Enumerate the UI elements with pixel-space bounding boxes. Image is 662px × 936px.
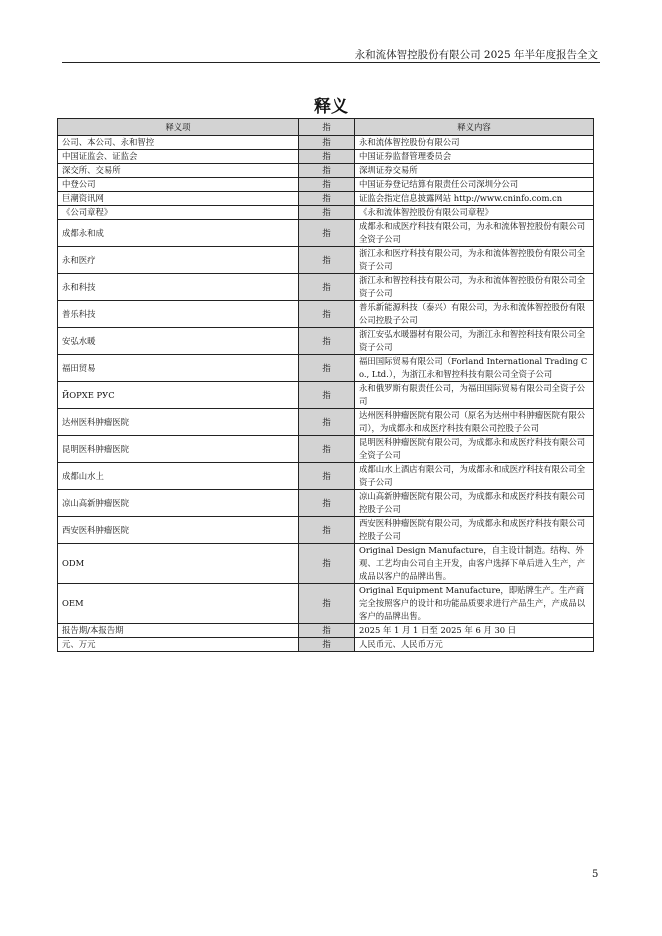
term-cell: 公司、本公司、永和智控 xyxy=(58,136,299,150)
table-row xyxy=(58,247,594,274)
ref-cell: 指 xyxy=(299,624,355,638)
column-header-term: 释义项 xyxy=(58,119,299,136)
term-cell: ODM xyxy=(58,544,299,584)
table-row xyxy=(58,624,594,638)
ref-cell: 指 xyxy=(299,544,355,584)
definition-cell: 福田国际贸易有限公司（Forland International Trading Co., Ltd.），为浙江永和智控科技有限公司全资子公司 xyxy=(355,355,594,382)
table-row xyxy=(58,355,594,382)
glossary-table xyxy=(57,118,594,652)
definition-cell: 深圳证券交易所 xyxy=(355,164,594,178)
table-row xyxy=(58,638,594,652)
table-row xyxy=(58,463,594,490)
definition-cell: 浙江永和医疗科技有限公司，为永和流体智控股份有限公司全资子公司 xyxy=(355,247,594,274)
ref-cell: 指 xyxy=(299,178,355,192)
ref-cell: 指 xyxy=(299,382,355,409)
definition-cell: 浙江安弘水暖器材有限公司，为浙江永和智控科技有限公司全资子公司 xyxy=(355,328,594,355)
ref-cell: 指 xyxy=(299,192,355,206)
term-cell: 中登公司 xyxy=(58,178,299,192)
definition-cell: 普乐新能源科技（泰兴）有限公司，为永和流体智控股份有限公司控股子公司 xyxy=(355,301,594,328)
table-row xyxy=(58,490,594,517)
table-row xyxy=(58,517,594,544)
table-row xyxy=(58,436,594,463)
term-cell: 成都永和成 xyxy=(58,220,299,247)
term-cell: 巨潮资讯网 xyxy=(58,192,299,206)
table-row xyxy=(58,136,594,150)
table-row xyxy=(58,544,594,584)
ref-cell: 指 xyxy=(299,517,355,544)
term-cell: OEM xyxy=(58,584,299,624)
term-cell: 成都山水上 xyxy=(58,463,299,490)
definition-cell: 浙江永和智控科技有限公司，为永和流体智控股份有限公司全资子公司 xyxy=(355,274,594,301)
header-divider xyxy=(62,62,600,63)
ref-cell: 指 xyxy=(299,206,355,220)
definition-cell: Original Design Manufacture，自主设计制造。结构、外观、工艺均由公司自主开发，由客户选择下单后进入生产，产成品以客户的品牌出售。 xyxy=(355,544,594,584)
ref-cell: 指 xyxy=(299,584,355,624)
table-row xyxy=(58,192,594,206)
table-row xyxy=(58,328,594,355)
ref-cell: 指 xyxy=(299,463,355,490)
ref-cell: 指 xyxy=(299,220,355,247)
table-row xyxy=(58,164,594,178)
term-cell: 达州医科肿瘤医院 xyxy=(58,409,299,436)
term-cell: 西安医科肿瘤医院 xyxy=(58,517,299,544)
definition-cell: 人民币元、人民币万元 xyxy=(355,638,594,652)
column-header-ref: 指 xyxy=(299,119,355,136)
table-row xyxy=(58,301,594,328)
ref-cell: 指 xyxy=(299,409,355,436)
page-number: 5 xyxy=(592,869,599,880)
ref-cell: 指 xyxy=(299,490,355,517)
definition-cell: Original Equipment Manufacture，即贴牌生产。生产商完全按照客户的设计和功能品质要求进行产品生产，产成品以客户的品牌出售。 xyxy=(355,584,594,624)
document-header: 永和流体智控股份有限公司 2025 年半年度报告全文 xyxy=(354,49,598,61)
definition-cell: 2025 年 1 月 1 日至 2025 年 6 月 30 日 xyxy=(355,624,594,638)
ref-cell: 指 xyxy=(299,150,355,164)
glossary-table-body xyxy=(58,136,594,652)
table-row xyxy=(58,274,594,301)
term-cell: 昆明医科肿瘤医院 xyxy=(58,436,299,463)
table-header-row xyxy=(58,119,594,136)
definition-cell: 《永和流体智控股份有限公司章程》 xyxy=(355,206,594,220)
definition-cell: 成都永和成医疗科技有限公司，为永和流体智控股份有限公司全资子公司 xyxy=(355,220,594,247)
definition-cell: 证监会指定信息披露网站 http://www.cninfo.com.cn xyxy=(355,192,594,206)
definition-cell: 中国证券监督管理委员会 xyxy=(355,150,594,164)
table-row xyxy=(58,584,594,624)
term-cell: 凉山高新肿瘤医院 xyxy=(58,490,299,517)
table-row xyxy=(58,382,594,409)
term-cell: ЙОРХЕ РУС xyxy=(58,382,299,409)
definition-cell: 昆明医科肿瘤医院有限公司，为成都永和成医疗科技有限公司全资子公司 xyxy=(355,436,594,463)
table-row xyxy=(58,150,594,164)
table-row xyxy=(58,220,594,247)
definition-cell: 中国证券登记结算有限责任公司深圳分公司 xyxy=(355,178,594,192)
page-title: 释义 xyxy=(314,97,348,117)
definition-cell: 达州医科肿瘤医院有限公司（原名为达州中科肿瘤医院有限公司），为成都永和成医疗科技有限公司控股子公司 xyxy=(355,409,594,436)
column-header-definition: 释义内容 xyxy=(355,119,594,136)
term-cell: 安弘水暖 xyxy=(58,328,299,355)
ref-cell: 指 xyxy=(299,436,355,463)
table-row xyxy=(58,206,594,220)
term-cell: 元、万元 xyxy=(58,638,299,652)
term-cell: 报告期/本报告期 xyxy=(58,624,299,638)
ref-cell: 指 xyxy=(299,164,355,178)
definition-cell: 西安医科肿瘤医院有限公司，为成都永和成医疗科技有限公司控股子公司 xyxy=(355,517,594,544)
term-cell: 深交所、交易所 xyxy=(58,164,299,178)
ref-cell: 指 xyxy=(299,301,355,328)
term-cell: 永和科技 xyxy=(58,274,299,301)
definition-cell: 凉山高新肿瘤医院有限公司，为成都永和成医疗科技有限公司控股子公司 xyxy=(355,490,594,517)
term-cell: 福田贸易 xyxy=(58,355,299,382)
ref-cell: 指 xyxy=(299,136,355,150)
ref-cell: 指 xyxy=(299,355,355,382)
definition-cell: 成都山水上酒店有限公司，为成都永和成医疗科技有限公司全资子公司 xyxy=(355,463,594,490)
ref-cell: 指 xyxy=(299,328,355,355)
definition-cell: 永和俄罗斯有限责任公司，为福田国际贸易有限公司全资子公司 xyxy=(355,382,594,409)
ref-cell: 指 xyxy=(299,274,355,301)
definition-cell: 永和流体智控股份有限公司 xyxy=(355,136,594,150)
term-cell: 永和医疗 xyxy=(58,247,299,274)
ref-cell: 指 xyxy=(299,638,355,652)
table-row xyxy=(58,178,594,192)
ref-cell: 指 xyxy=(299,247,355,274)
term-cell: 普乐科技 xyxy=(58,301,299,328)
term-cell: 《公司章程》 xyxy=(58,206,299,220)
table-row xyxy=(58,409,594,436)
term-cell: 中国证监会、证监会 xyxy=(58,150,299,164)
